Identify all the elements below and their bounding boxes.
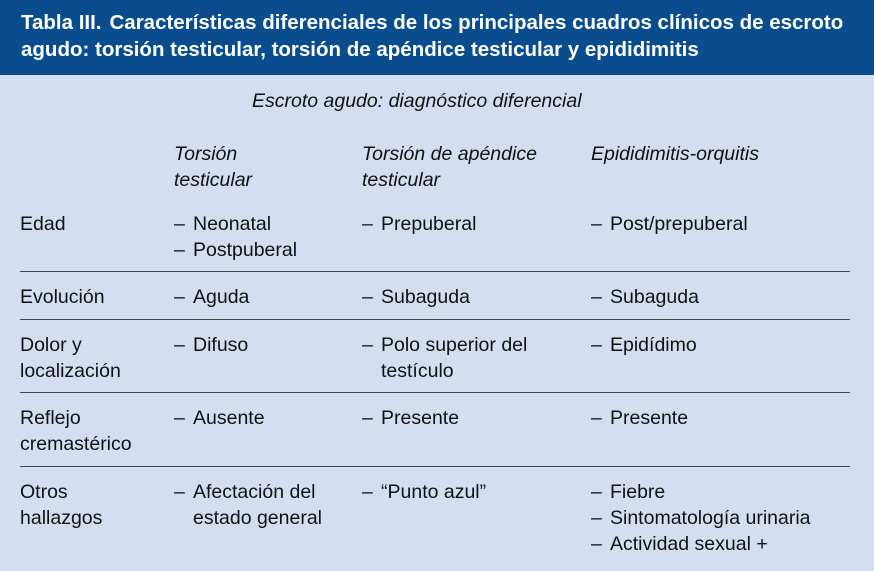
cell-text: Subaguda <box>381 286 470 308</box>
table-header <box>0 0 874 75</box>
table-title-line-1 <box>21 9 858 36</box>
cell-text: Aguda <box>193 286 250 308</box>
cell-item <box>362 332 581 384</box>
table-cell <box>362 479 581 505</box>
cell-item <box>174 284 363 310</box>
bullet-dash: – <box>362 334 373 356</box>
table-cell <box>174 405 363 431</box>
table-cell <box>174 284 363 310</box>
cell-item <box>591 505 870 531</box>
table-title-line-2: agudo: torsión testicular, torsión de apéndice testicular y epididimitis <box>21 38 699 61</box>
cell-text: Prepuberal <box>381 213 477 235</box>
row-label-line: localización <box>20 360 121 382</box>
cell-text: “Punto azul” <box>381 481 487 503</box>
cell-text: Neonatal <box>193 213 272 235</box>
bullet-dash: – <box>362 407 373 429</box>
bullet-dash: – <box>591 286 602 308</box>
cell-item <box>591 332 870 358</box>
bullet-dash: – <box>591 213 602 235</box>
row-label <box>20 284 160 310</box>
cell-item <box>591 405 870 431</box>
bullet-dash: – <box>174 239 185 261</box>
cell-item <box>362 479 581 505</box>
table-cell <box>174 332 363 358</box>
column-header-epididimitis <box>591 141 759 167</box>
column-header-line: Epididimitis-orquitis <box>591 143 759 165</box>
row-label-line: cremastérico <box>20 433 132 455</box>
bullet-dash: – <box>174 286 185 308</box>
bullet-dash: – <box>174 213 185 235</box>
row-divider <box>20 466 850 467</box>
cell-text: Polo superior del testículo <box>381 334 528 382</box>
row-label <box>20 405 160 457</box>
row-label-line: Otros <box>20 481 68 503</box>
table-cell <box>591 211 870 237</box>
table-cell <box>591 332 870 358</box>
row-label-line: Evolución <box>20 286 105 308</box>
cell-item <box>174 405 363 431</box>
bullet-dash: – <box>591 334 602 356</box>
bullet-dash: – <box>591 407 602 429</box>
cell-item <box>362 405 581 431</box>
table-subtitle: Escroto agudo: diagnóstico diferencial <box>252 90 582 112</box>
table-cell <box>362 332 581 384</box>
cell-item <box>591 479 870 505</box>
row-divider <box>20 392 850 393</box>
row-label <box>20 211 160 237</box>
bullet-dash: – <box>174 407 185 429</box>
cell-item <box>591 531 870 557</box>
row-label <box>20 332 160 384</box>
cell-text: Epidídimo <box>610 334 697 356</box>
cell-text: Presente <box>610 407 689 429</box>
cell-item <box>591 211 870 237</box>
column-header-torsion-testicular <box>174 141 252 193</box>
column-header-line: Torsión <box>174 143 238 165</box>
table-cell <box>362 284 581 310</box>
row-label-line: hallazgos <box>20 507 103 529</box>
cell-item <box>174 237 363 263</box>
cell-text: Fiebre <box>610 481 666 503</box>
row-label-line: Reflejo <box>20 407 81 429</box>
bullet-dash: – <box>591 481 602 503</box>
cell-item <box>591 284 870 310</box>
row-label <box>20 479 160 531</box>
cell-text: Afectación del estado general <box>193 481 323 529</box>
cell-item <box>174 479 363 531</box>
column-header-torsion-apendice <box>362 141 537 193</box>
row-label-line: Dolor y <box>20 334 82 356</box>
cell-text: Presente <box>381 407 460 429</box>
row-divider <box>20 319 850 320</box>
bullet-dash: – <box>362 286 373 308</box>
cell-text: Ausente <box>193 407 265 429</box>
cell-text: Post/prepuberal <box>610 213 748 235</box>
bullet-dash: – <box>174 481 185 503</box>
cell-text: Subaguda <box>610 286 699 308</box>
cell-item <box>362 211 581 237</box>
bullet-dash: – <box>591 533 602 555</box>
row-label-line: Edad <box>20 213 66 235</box>
cell-item <box>174 211 363 237</box>
bullet-dash: – <box>591 507 602 529</box>
bullet-dash: – <box>362 213 373 235</box>
table-cell <box>591 405 870 431</box>
table-title-text-1: Características diferenciales de los principales cuadros clínicos de escroto <box>109 11 844 34</box>
table-cell <box>362 405 581 431</box>
cell-text: Difuso <box>193 334 249 356</box>
table-cell <box>362 211 581 237</box>
bullet-dash: – <box>174 334 185 356</box>
column-header-line: testicular <box>362 169 441 191</box>
row-divider <box>20 271 850 272</box>
cell-text: Postpuberal <box>193 239 298 261</box>
cell-item <box>174 332 363 358</box>
cell-text: Actividad sexual + <box>610 533 768 555</box>
column-header-line: Torsión de apéndice <box>362 143 537 165</box>
column-header-line: testicular <box>174 169 253 191</box>
table-label: Tabla III. <box>21 11 102 34</box>
cell-item <box>362 284 581 310</box>
cell-text: Sintomatología urinaria <box>610 507 811 529</box>
table-cell <box>591 284 870 310</box>
table-cell <box>174 211 363 263</box>
table-cell <box>591 479 870 557</box>
table-cell <box>174 479 363 531</box>
bullet-dash: – <box>362 481 373 503</box>
